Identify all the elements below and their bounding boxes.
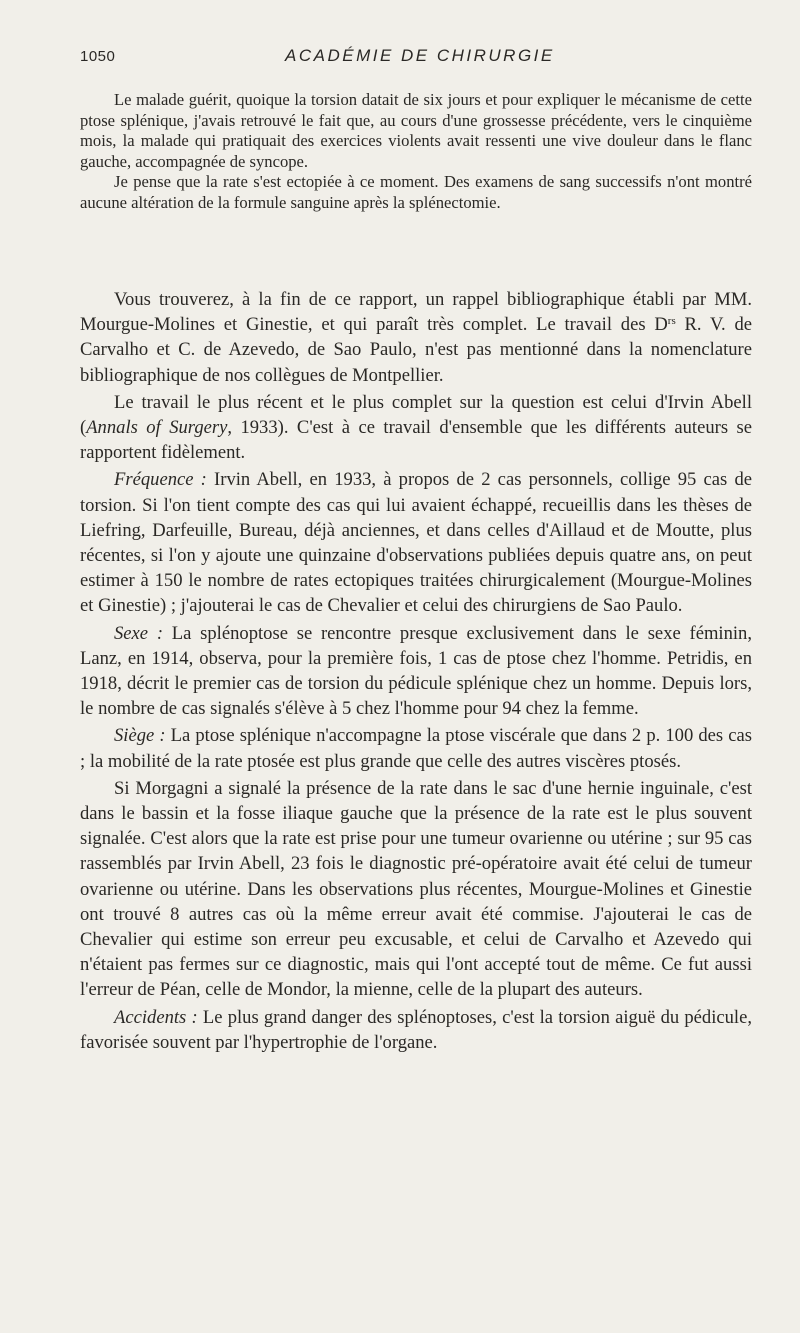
running-title: ACADÉMIE DE CHIRURGIE <box>285 46 555 65</box>
paragraph-accidents: Accidents : Le plus grand danger des splénoptoses, c'est la torsion aiguë du pédicule, favorisée souvent par l'hypertrophie de l'organe. <box>80 1006 752 1053</box>
journal-title: Annals of Surgery <box>86 417 228 439</box>
paragraph-morgagni: Si Morgagni a signalé la présence de la rate dans le sac d'une hernie inguinale, c'est dans le bassin et la fosse iliaque gauche que la présence de la rate est le plus souvent signalée. C'est alors que la rate est prise pour une tumeur ovarienne ou utérine ; sur 95 cas rassemblés par Irvin Abell, 23 fois le diagnostic pré-opératoire avait été celui de tumeur ovarienne ou utérine. Dans les observations plus récentes, Mourgue-Molines et Ginestie ont trouvé 8 autres cas où la même erreur avait été commise. J'ajouterai le cas de Chevalier qui estime son erreur peu excusable, et celui de Carvalho et Azevedo qui n'étaient pas fermes sur ce diagnostic, mais qui l'ont accepté tout de même. Ce fut aussi l'erreur de Péan, celle de Mondor, la mienne, celle de la plupart des auteurs. <box>80 777 752 1001</box>
case-report-section <box>80 90 752 213</box>
paragraph-siege: Siège : La ptose splénique n'accompagne la ptose viscérale que dans 2 p. 100 des cas ; la mobilité de la rate ptosée est plus grande que celle des autres viscères ptosés. <box>80 725 752 772</box>
section-label-frequence: Fréquence : <box>114 469 207 491</box>
main-text-section <box>80 287 752 1055</box>
section-label-accidents: Accidents : <box>114 1006 198 1028</box>
paragraph-bibliography: Vous trouverez, à la fin de ce rapport, un rappel bibliographique établi par MM. Mourgue-Molines et Ginestie, et qui paraît très complet. Le travail des $D^{rs}$ R. V. de Carvalho et C. de Azevedo, de Sao Paulo, n'est pas mentionné dans la nomenclature bibliographique de nos collègues de Montpellier. <box>80 289 753 386</box>
paragraph: Le malade guérit, quoique la torsion datait de six jours et pour expliquer le mécanisme de cette ptose splénique, j'avais retrouvé le fait que, au cours d'une grossesse précédente, vers le cinquième mois, la malade qui pratiquait des exercices violents avait ressenti une vive douleur dans le flanc gauche, accompagnée de syncope. <box>80 90 752 171</box>
page-header <box>80 44 760 74</box>
paragraph-sexe: Sexe : La splénoptose se rencontre presque exclusivement dans le sexe féminin, Lanz, en 1914, observa, pour la première fois, 1 cas de ptose chez l'homme. Petridis, en 1918, décrit le premier cas de torsion du pédicule splénique chez un homme. Depuis lors, le nombre de cas signalés s'élève à 5 chez l'homme pour 94 chez la femme. <box>80 622 752 720</box>
superscript: rs <box>667 315 676 328</box>
page-number: 1050 <box>80 48 116 65</box>
paragraph-irvin-abell: Le travail le plus récent et le plus complet sur la question est celui d'Irvin Abell (Annals of Surgery, 1933). C'est à ce travail d'ensemble que les différents auteurs se rapportent fidèlement. <box>80 391 752 464</box>
section-label-siege: Siège : <box>114 725 166 747</box>
paragraph-frequence: Fréquence : Irvin Abell, en 1933, à propos de 2 cas personnels, collige 95 cas de torsion. Si l'on tient compte des cas qui lui avaient échappé, recueillis dans les thèses de Liefring, Darfeuille, Bureau, déjà anciennes, et dans celles d'Aillaud et de Moutte, plus récentes, si l'on y ajoute une quinzaine d'observations publiées depuis quatre ans, on peut estimer à 150 le nombre de rates ectopiques traitées chirurgicalement (Mourgue-Molines et Ginestie) ; j'ajouterai le cas de Chevalier et celui des chirurgiens de Sao Paulo. <box>80 469 752 617</box>
section-label-sexe: Sexe : <box>114 622 164 644</box>
paragraph: Je pense que la rate s'est ectopiée à ce moment. Des examens de sang successifs n'ont montré aucune altération de la formule sanguine après la splénectomie. <box>80 172 752 212</box>
